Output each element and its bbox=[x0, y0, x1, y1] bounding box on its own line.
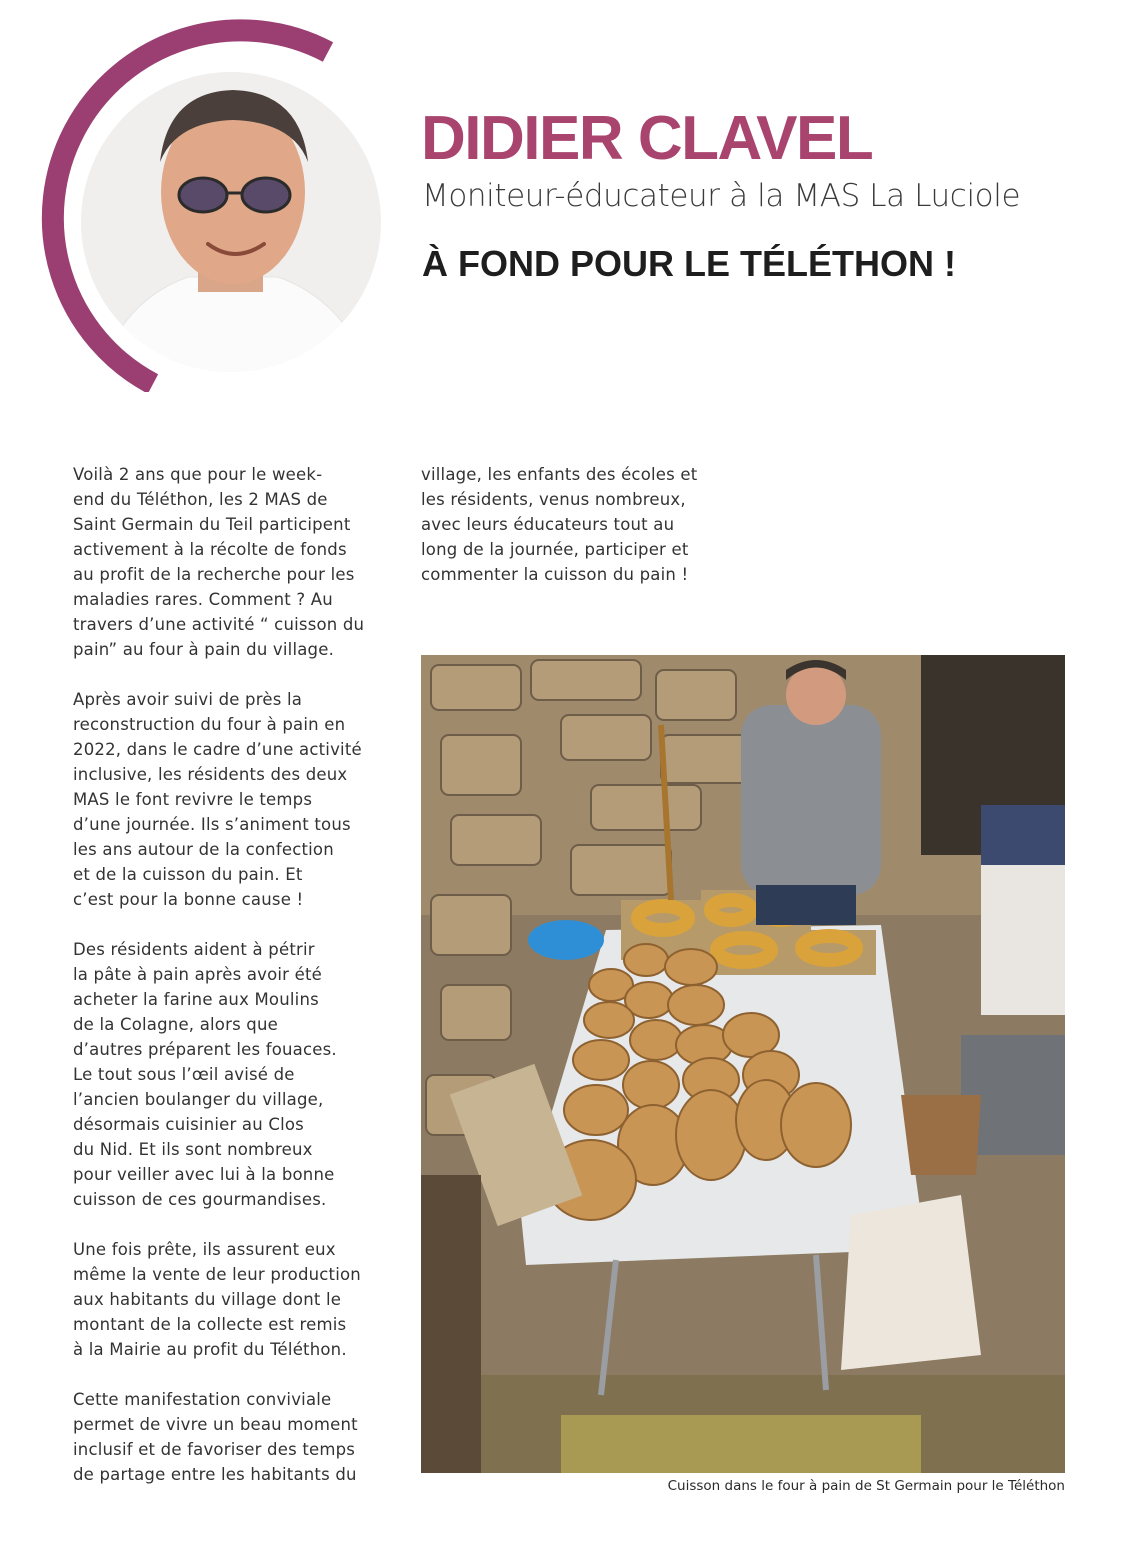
text-line: inclusif et de favoriser des temps bbox=[73, 1440, 356, 1459]
text-line: et de la cuisson du pain. Et bbox=[73, 865, 303, 884]
person-role: Moniteur-éducateur à la MAS La Luciole bbox=[422, 178, 1021, 214]
text-line: pour veiller avec lui à la bonne bbox=[73, 1165, 335, 1184]
text-line: end du Téléthon, les 2 MAS de bbox=[73, 490, 328, 509]
text-line: la pâte à pain après avoir été bbox=[73, 965, 322, 984]
text-line: les ans autour de la confection bbox=[73, 840, 334, 859]
text-line: montant de la collecte est remis bbox=[73, 1315, 347, 1334]
text-line: à la Mairie au profit du Téléthon. bbox=[73, 1340, 347, 1359]
text-line: Des résidents aident à pétrir bbox=[73, 940, 315, 959]
text-line: Cette manifestation conviviale bbox=[73, 1390, 332, 1409]
text-line: avec leurs éducateurs tout au bbox=[421, 515, 675, 534]
text-line: Une fois prête, ils assurent eux bbox=[73, 1240, 336, 1259]
text-line: c’est pour la bonne cause ! bbox=[73, 890, 304, 909]
text-line: acheter la farine aux Moulins bbox=[73, 990, 319, 1009]
portrait-block bbox=[28, 12, 388, 392]
article-paragraph bbox=[73, 1237, 373, 1362]
article-paragraph bbox=[73, 937, 373, 1212]
text-line: commenter la cuisson du pain ! bbox=[421, 565, 689, 584]
text-line: de partage entre les habitants du bbox=[73, 1465, 357, 1484]
article-paragraph bbox=[73, 462, 373, 662]
text-line: reconstruction du four à pain en bbox=[73, 715, 346, 734]
text-line: d’une journée. Ils s’animent tous bbox=[73, 815, 351, 834]
text-line: désormais cuisinier au Clos bbox=[73, 1115, 304, 1134]
text-line: au profit de la recherche pour les bbox=[73, 565, 355, 584]
article-left-column bbox=[73, 462, 373, 1512]
text-line: maladies rares. Comment ? Au bbox=[73, 590, 333, 609]
portrait-image bbox=[28, 12, 388, 392]
text-line: d’autres préparent les fouaces. bbox=[73, 1040, 337, 1059]
photo-caption: Cuisson dans le four à pain de St Germain pour le Téléthon bbox=[667, 1478, 1065, 1494]
text-line: permet de vivre un beau moment bbox=[73, 1415, 358, 1434]
text-line: du Nid. Et ils sont nombreux bbox=[73, 1140, 313, 1159]
text-line: aux habitants du village dont le bbox=[73, 1290, 342, 1309]
text-line: Saint Germain du Teil participent bbox=[73, 515, 351, 534]
text-line: l’ancien boulanger du village, bbox=[73, 1090, 324, 1109]
text-line: Voilà 2 ans que pour le week- bbox=[73, 465, 323, 484]
person-portrait-icon bbox=[68, 62, 388, 392]
bread-baking-photo bbox=[421, 655, 1065, 1473]
text-line: inclusive, les résidents des deux bbox=[73, 765, 348, 784]
text-line: 2022, dans le cadre d’une activité bbox=[73, 740, 362, 759]
text-line: les résidents, venus nombreux, bbox=[421, 490, 686, 509]
text-line: Après avoir suivi de près la bbox=[73, 690, 303, 709]
article-paragraph bbox=[73, 687, 373, 912]
text-line: pain” au four à pain du village. bbox=[73, 640, 335, 659]
person-name: DIDIER CLAVEL bbox=[421, 104, 873, 173]
text-line: travers d’une activité “ cuisson du bbox=[73, 615, 365, 634]
text-line: cuisson de ces gourmandises. bbox=[73, 1190, 327, 1209]
article-headline: À FOND POUR LE TÉLÉTHON ! bbox=[422, 243, 956, 284]
text-line: long de la journée, participer et bbox=[421, 540, 689, 559]
bread-photo-illustration bbox=[421, 655, 1065, 1473]
article-right-column bbox=[421, 462, 721, 612]
article-paragraph bbox=[73, 1387, 373, 1487]
text-line: activement à la récolte de fonds bbox=[73, 540, 347, 559]
text-line: Le tout sous l’œil avisé de bbox=[73, 1065, 295, 1084]
article-paragraph bbox=[421, 462, 721, 587]
text-line: même la vente de leur production bbox=[73, 1265, 361, 1284]
text-line: de la Colagne, alors que bbox=[73, 1015, 278, 1034]
text-line: village, les enfants des écoles et bbox=[421, 465, 698, 484]
text-line: MAS le font revivre le temps bbox=[73, 790, 313, 809]
